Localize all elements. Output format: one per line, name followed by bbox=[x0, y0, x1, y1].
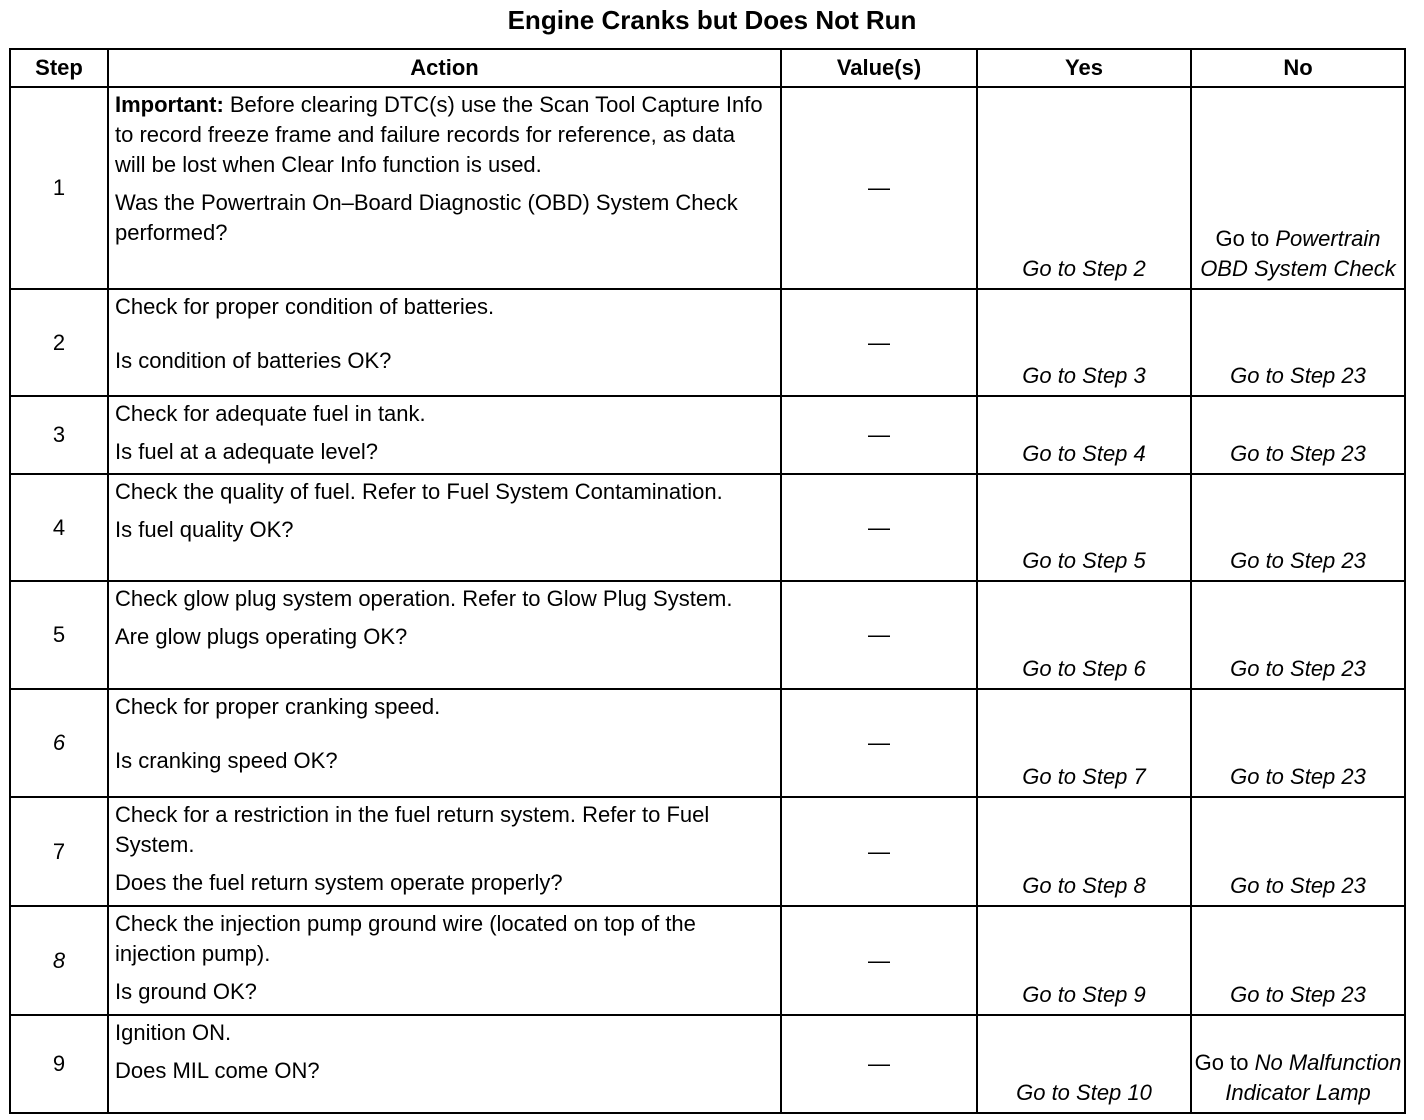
action-cell bbox=[108, 1015, 781, 1113]
value-cell: — bbox=[781, 1015, 977, 1113]
step-number: 4 bbox=[10, 474, 108, 581]
table-row bbox=[10, 87, 1405, 289]
action-question: Does the fuel return system operate properly? bbox=[115, 870, 563, 895]
table-row bbox=[10, 689, 1405, 797]
yes-link[interactable]: Go to Step 10 bbox=[977, 1015, 1191, 1113]
no-link[interactable]: Go to Step 23 bbox=[1191, 797, 1405, 906]
step-number: 7 bbox=[10, 797, 108, 906]
yes-link[interactable]: Go to Step 5 bbox=[977, 474, 1191, 581]
action-question: Is fuel quality OK? bbox=[115, 517, 294, 542]
action-question: Was the Powertrain On–Board Diagnostic (OBD) System Check performed? bbox=[115, 190, 738, 245]
table-header-row bbox=[10, 49, 1405, 87]
action-cell bbox=[108, 289, 781, 396]
table-row bbox=[10, 1015, 1405, 1113]
important-label: Important: bbox=[115, 92, 224, 117]
value-cell: — bbox=[781, 87, 977, 289]
step-number: 3 bbox=[10, 396, 108, 474]
step-number: 8 bbox=[10, 906, 108, 1015]
action-cell bbox=[108, 474, 781, 581]
action-instruction: Check the quality of fuel. Refer to Fuel System Contamination. bbox=[115, 479, 723, 504]
value-cell: — bbox=[781, 474, 977, 581]
value-cell: — bbox=[781, 289, 977, 396]
action-cell bbox=[108, 87, 781, 289]
header-action: Action bbox=[108, 49, 781, 87]
action-instruction: Check for a restriction in the fuel return system. Refer to Fuel System. bbox=[115, 802, 710, 857]
value-cell: — bbox=[781, 906, 977, 1015]
header-step: Step bbox=[10, 49, 108, 87]
step-number: 6 bbox=[10, 689, 108, 797]
yes-link[interactable]: Go to Step 3 bbox=[977, 289, 1191, 396]
value-cell: — bbox=[781, 581, 977, 689]
no-link-prefix: Go to bbox=[1194, 1050, 1255, 1075]
action-cell bbox=[108, 396, 781, 474]
action-cell bbox=[108, 906, 781, 1015]
header-values: Value(s) bbox=[781, 49, 977, 87]
no-link[interactable]: Go to Step 23 bbox=[1191, 906, 1405, 1015]
action-cell bbox=[108, 797, 781, 906]
yes-link[interactable]: Go to Step 7 bbox=[977, 689, 1191, 797]
value-cell: — bbox=[781, 689, 977, 797]
action-question: Is fuel at a adequate level? bbox=[115, 439, 378, 464]
yes-link[interactable]: Go to Step 9 bbox=[977, 906, 1191, 1015]
table-row bbox=[10, 581, 1405, 689]
action-question: Are glow plugs operating OK? bbox=[115, 624, 408, 649]
step-number: 5 bbox=[10, 581, 108, 689]
page-title: Engine Cranks but Does Not Run bbox=[507, 5, 917, 35]
table-row bbox=[10, 797, 1405, 906]
no-link[interactable]: Go to Step 23 bbox=[1191, 396, 1405, 474]
no-link[interactable] bbox=[1191, 87, 1405, 289]
no-link-prefix: Go to bbox=[1215, 226, 1276, 251]
no-link[interactable]: Go to Step 23 bbox=[1191, 581, 1405, 689]
no-link[interactable]: Go to Step 23 bbox=[1191, 474, 1405, 581]
no-link-target: Powertrain OBD System Check bbox=[1200, 226, 1396, 281]
action-instruction: Check for proper condition of batteries. bbox=[115, 294, 495, 319]
step-number: 2 bbox=[10, 289, 108, 396]
action-instruction: Check for proper cranking speed. bbox=[115, 694, 441, 719]
action-instruction: Ignition ON. bbox=[115, 1020, 232, 1045]
important-text: Before clearing DTC(s) use the Scan Tool Capture Info to record freeze frame and failure records for reference, as data will be lost when Clear Info function is used. bbox=[115, 92, 763, 177]
header-yes: Yes bbox=[977, 49, 1191, 87]
yes-link[interactable]: Go to Step 4 bbox=[977, 396, 1191, 474]
action-instruction bbox=[115, 90, 770, 180]
action-cell bbox=[108, 689, 781, 797]
action-cell bbox=[108, 581, 781, 689]
action-question: Is cranking speed OK? bbox=[115, 748, 338, 773]
action-instruction: Check for adequate fuel in tank. bbox=[115, 401, 426, 426]
yes-link[interactable]: Go to Step 2 bbox=[977, 87, 1191, 289]
table-row bbox=[10, 396, 1405, 474]
value-cell: — bbox=[781, 797, 977, 906]
yes-link[interactable]: Go to Step 6 bbox=[977, 581, 1191, 689]
action-instruction: Check glow plug system operation. Refer to Glow Plug System. bbox=[115, 586, 733, 611]
no-link[interactable]: Go to Step 23 bbox=[1191, 689, 1405, 797]
no-link-target: No Malfunction Indicator Lamp bbox=[1225, 1050, 1402, 1105]
step-number: 1 bbox=[10, 87, 108, 289]
no-link[interactable]: Go to Step 23 bbox=[1191, 289, 1405, 396]
table-row bbox=[10, 289, 1405, 396]
action-question: Does MIL come ON? bbox=[115, 1058, 320, 1083]
yes-link[interactable]: Go to Step 8 bbox=[977, 797, 1191, 906]
table-row bbox=[10, 906, 1405, 1015]
action-instruction: Check the injection pump ground wire (located on top of the injection pump). bbox=[115, 911, 696, 966]
table-row bbox=[10, 474, 1405, 581]
action-question: Is ground OK? bbox=[115, 979, 257, 1004]
value-cell: — bbox=[781, 396, 977, 474]
step-number: 9 bbox=[10, 1015, 108, 1113]
no-link[interactable] bbox=[1191, 1015, 1405, 1113]
action-question: Is condition of batteries OK? bbox=[115, 348, 392, 373]
diagnostic-table bbox=[9, 48, 1406, 1114]
header-no: No bbox=[1191, 49, 1405, 87]
